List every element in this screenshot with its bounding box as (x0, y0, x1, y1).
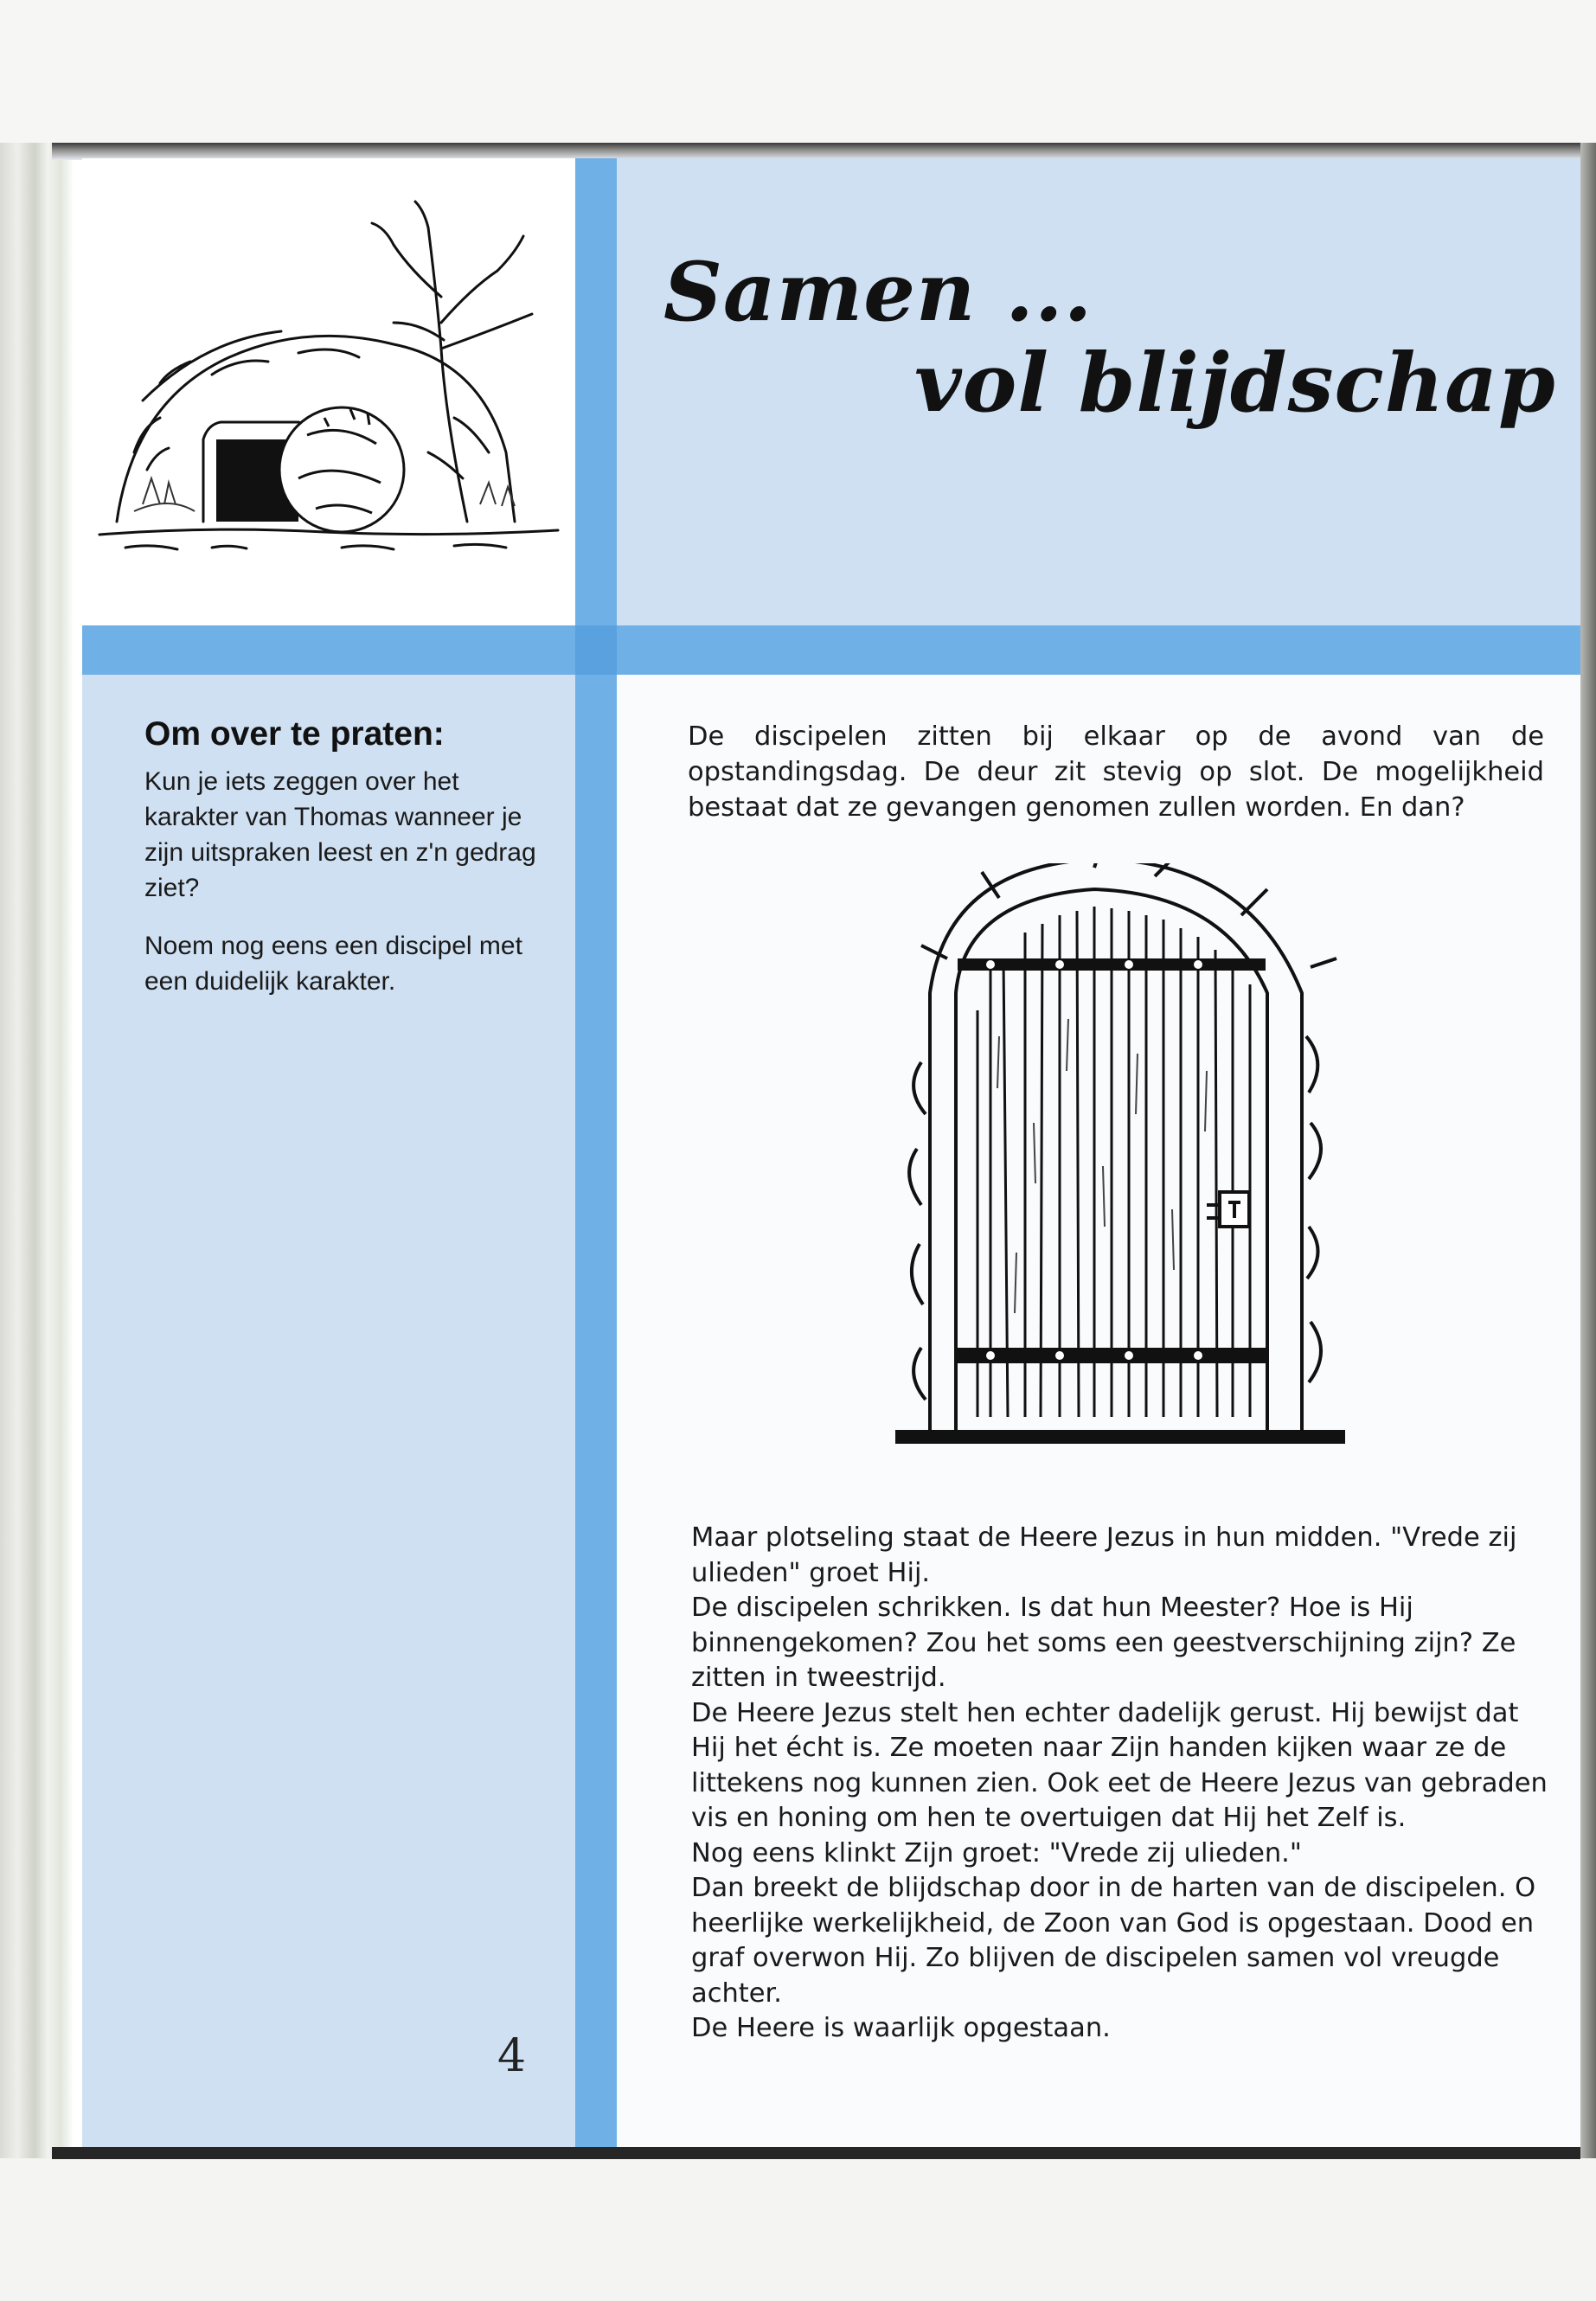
page-title-line-2: vol blijdschap (914, 336, 1556, 431)
page-title-line-1: Samen ... (663, 245, 1093, 340)
book-page-edges (0, 143, 82, 2158)
story-line: Dan breekt de blijdschap door in de harten van de discipelen. O heerlijke werkelijkheid, de Zoon van God is opgestaan. Dood en graf overwon Hij. Zo blijven de discipelen samen vol vreugde achter. (691, 1873, 1536, 2009)
vertical-divider-stripe (575, 158, 617, 2147)
story-intro-paragraph: De discipelen zitten bij elkaar op de avond van de opstandingsdag. De deur zit stevig op slot. De mogelijkheid bestaat dat ze gevangen genomen zullen worden. En dan? (688, 721, 1544, 823)
discussion-heading: Om over te praten: (144, 715, 445, 753)
stripe-crossing (575, 625, 617, 675)
story-line: Nog eens klinkt Zijn groet: "Vrede zij ulieden." (691, 1837, 1302, 1868)
story-line: De discipelen schrikken. Is dat hun Meester? Hoe is Hij binnengekomen? Zou het soms een geestverschijning zijn? Ze zitten in tweestrijd. (691, 1593, 1516, 1693)
discussion-question-2: Noem nog eens een discipel met een duidelijk karakter. (144, 932, 522, 996)
locked-door-illustration (895, 863, 1414, 1460)
story-line: De Heere is waarlijk opgestaan. (691, 2013, 1111, 2043)
horizontal-divider-stripe (82, 625, 1580, 675)
book-page (82, 158, 1580, 2147)
discussion-question-1: Kun je iets zeggen over het karakter van Thomas wanneer je zijn uitspraken leest en z'n gedrag ziet? (144, 767, 536, 902)
page-bottom-shadow (52, 2147, 1580, 2159)
story-line: Maar plotseling staat de Heere Jezus in hun midden. "Vrede zij ulieden" groet Hij. (691, 1522, 1517, 1588)
page-top-shadow (52, 143, 1580, 160)
empty-tomb-illustration (82, 193, 575, 591)
scan-background-top (0, 0, 1596, 143)
story-body (691, 1521, 1548, 2047)
page-number: 4 (497, 2030, 527, 2082)
story-line: De Heere Jezus stelt hen echter dadelijk gerust. Hij bewijst dat Hij het écht is. Ze moeten naar Zijn handen kijken waar ze de littekens nog kunnen zien. Ook eet de Heere Jezus van gebraden vis en honing om hen te overtuigen dat Hij het Zelf is. (691, 1697, 1548, 1833)
book-binding-edge (1580, 143, 1596, 2158)
